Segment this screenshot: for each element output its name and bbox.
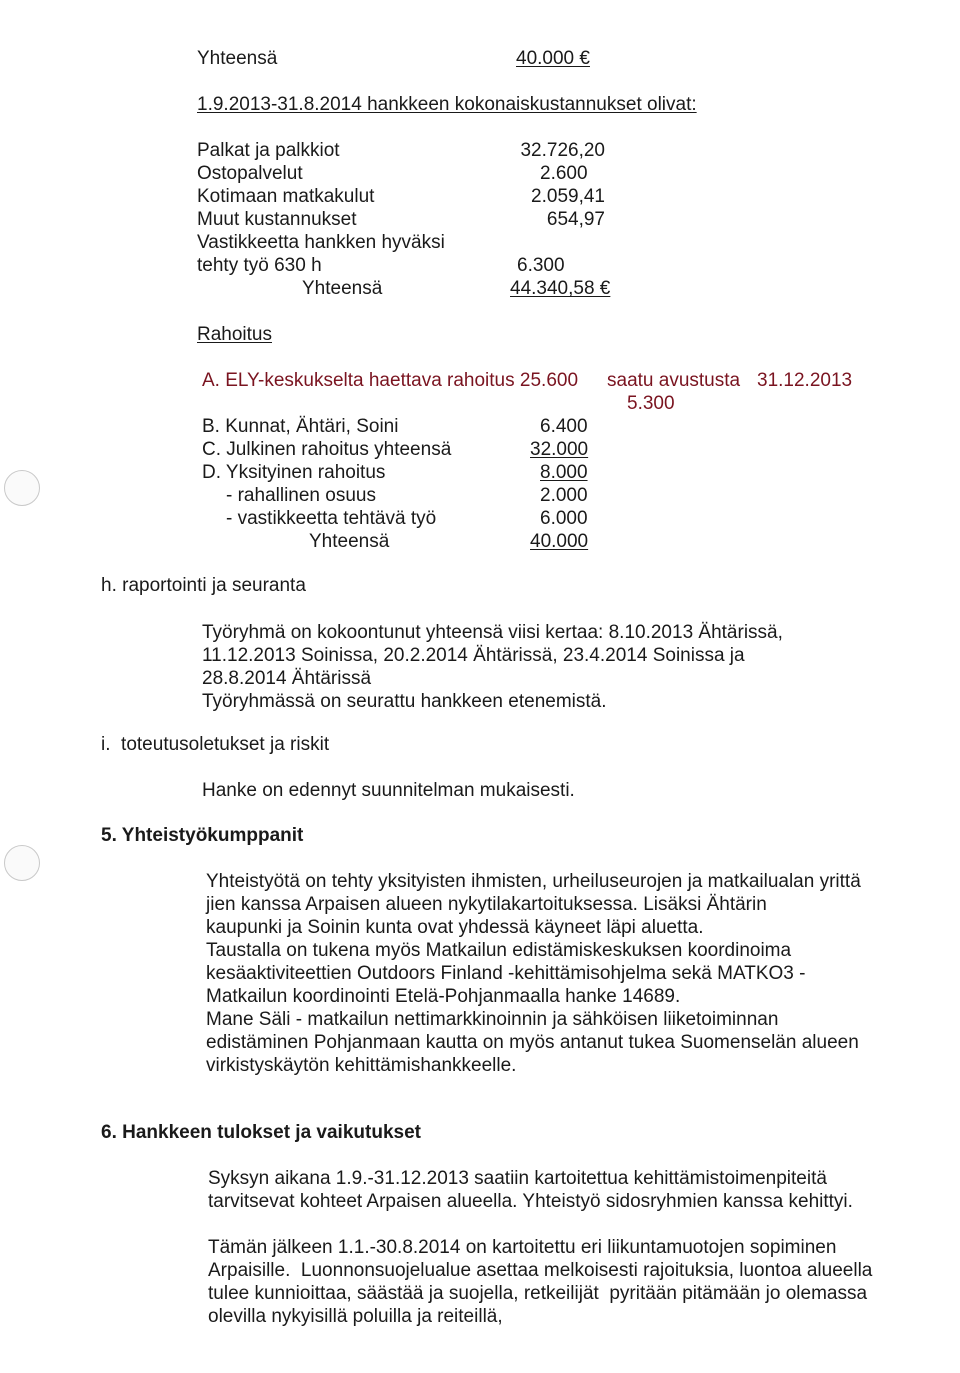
section-5-body [206,870,926,1077]
cost-label: Ostopalvelut [197,163,303,184]
text-line: olevilla nykyisillä poluilla ja reiteillä, [208,1306,503,1327]
cost-label: Vastikkeetta hankken hyväksi [197,232,445,253]
funding-total-label: Yhteensä [309,531,390,552]
text-line: 28.8.2014 Ähtärissä [202,668,372,689]
text-line: Työryhmä on kokoontunut yhteensä viisi kertaa: 8.10.2013 Ähtärissä, [202,622,783,643]
text-line: Mane Säli - matkailun nettimarkkinoinnin ja sähköisen liiketoiminnan [206,1009,779,1030]
funding-row-label: - vastikkeetta tehtävä työ [226,508,437,529]
funding-row-amount: 6.000 [540,508,588,529]
cost-label: Palkat ja palkkiot [197,140,340,161]
section-6-heading: 6. Hankkeen tulokset ja vaikutukset [101,1122,421,1143]
top-total-label: Yhteensä [197,48,278,69]
section-h-body [202,621,922,713]
section-i-heading: i. toteutusoletukset ja riskit [101,734,330,755]
cost-amount: 32.726,20 [520,140,605,161]
section-h-heading: h. raportointi ja seuranta [101,575,306,596]
costs-total-label: Yhteensä [302,278,383,299]
text-line: 11.12.2013 Soinissa, 20.2.2014 Ähtärissä, 23.4.2014 Soinissa ja [202,645,745,666]
funding-row-label: - rahallinen osuus [226,485,376,506]
section-i-text: Hanke on edennyt suunnitelman mukaisesti. [202,780,575,801]
section-6-para-2 [208,1236,928,1328]
section-5-heading: 5. Yhteistyökumppanit [101,825,304,846]
punch-hole-top [4,470,40,506]
cost-amount: 6.300 [517,255,565,276]
costs-total-amount: 44.340,58 € [510,278,611,299]
cost-amount: 2.600 [540,163,588,184]
funding-total-amount: 40.000 [530,531,589,552]
text-line: Yhteistyötä on tehty yksityisten ihmisten, urheiluseurojen ja matkailualan yrittä [206,871,861,892]
text-line: Työryhmässä on seurattu hankkeen etenemistä. [202,691,607,712]
funding-a-received-date: 31.12.2013 [757,370,853,391]
section-6-para-1 [208,1167,928,1213]
funding-row-label: D. Yksityinen rahoitus [202,462,386,483]
funding-row-label: B. Kunnat, Ähtäri, Soini [202,416,399,437]
cost-amount: 654,97 [546,209,605,230]
cost-amount: 2.059,41 [531,186,605,207]
text-line: Arpaisille. Luonnonsuojelualue asettaa melkoisesti rajoituksia, luontoa alueella [208,1260,873,1281]
text-line: Syksyn aikana 1.9.-31.12.2013 saatiin kartoitettua kehittämistoimenpiteitä [208,1168,827,1189]
cost-label: tehty työ 630 h [197,255,322,276]
funding-a-received-label: saatu avustusta [607,370,741,391]
funding-a-received-amount: 5.300 [627,393,675,414]
top-total-amount: 40.000 € [516,48,590,69]
punch-hole-bottom [4,845,40,881]
funding-row-amount: 2.000 [540,485,588,506]
funding-row-amount: 6.400 [540,416,588,437]
text-line: tulee kunnioittaa, säästää ja suojella, retkeilijät pyritään pitämään jo olemassa [208,1283,868,1304]
cost-label: Muut kustannukset [197,209,357,230]
text-line: Matkailun koordinointi Etelä-Pohjanmaalla hanke 14689. [206,986,681,1007]
text-line: tarvitsevat kohteet Arpaisen alueella. Yhteistyö sidosryhmien kanssa kehittyi. [208,1191,853,1212]
cost-label: Kotimaan matkakulut [197,186,375,207]
text-line: edistäminen Pohjanmaan kautta on myös antanut tukea Suomenselän alueen [206,1032,859,1053]
text-line: Tämän jälkeen 1.1.-30.8.2014 on kartoitettu eri liikuntamuotojen sopiminen [208,1237,837,1258]
text-line: kesäaktiviteettien Outdoors Finland -kehittämisohjelma sekä MATKO3 - [206,963,806,984]
funding-row-amount: 8.000 [540,462,588,483]
funding-heading: Rahoitus [197,324,272,345]
text-line: virkistyskäytön kehittämishankkeelle. [206,1055,517,1076]
funding-row-amount: 32.000 [530,439,589,460]
funding-a-line: A. ELY-keskukselta haettava rahoitus 25.600 [202,370,579,391]
period-heading: 1.9.2013-31.8.2014 hankkeen kokonaiskustannukset olivat: [197,94,697,115]
text-line: kaupunki ja Soinin kunta ovat yhdessä käyneet läpi aluetta. [206,917,704,938]
text-line: Taustalla on tukena myös Matkailun edistämiskeskuksen koordinoima [206,940,792,961]
funding-row-label: C. Julkinen rahoitus yhteensä [202,439,452,460]
text-line: jien kanssa Arpaisen alueen nykytilakartoituksessa. Lisäksi Ähtärin [206,894,767,915]
